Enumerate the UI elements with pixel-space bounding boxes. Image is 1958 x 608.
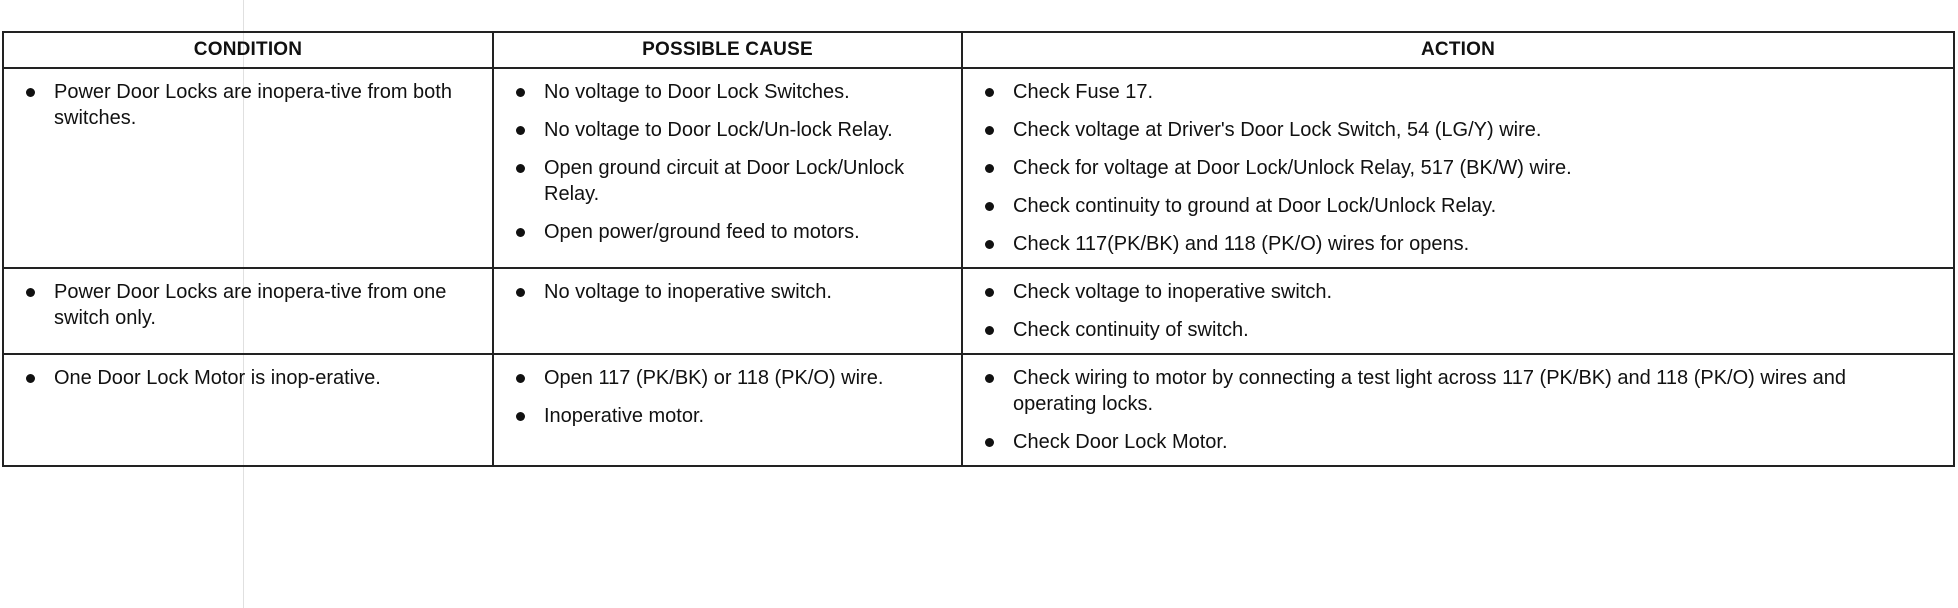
bullet-icon	[516, 374, 525, 383]
cause-text: Open power/ground feed to motors.	[544, 221, 860, 243]
cause-cell	[493, 68, 962, 268]
table-row	[3, 354, 1954, 466]
bullet-icon	[516, 126, 525, 135]
bullet-icon	[516, 412, 525, 421]
cause-text: No voltage to inoperative switch.	[544, 281, 832, 303]
action-item	[963, 279, 1943, 305]
condition-text: Power Door Locks are inopera-tive from both switches.	[54, 81, 452, 129]
cause-item	[494, 279, 951, 305]
action-text: Check continuity of switch.	[1013, 319, 1249, 341]
action-text: Check 117(PK/BK) and 118 (PK/O) wires for opens.	[1013, 233, 1470, 255]
cause-text: Inoperative motor.	[544, 405, 705, 427]
action-item	[963, 365, 1943, 417]
bullet-icon	[985, 240, 994, 249]
table-row	[3, 68, 1954, 268]
cause-cell	[493, 268, 962, 354]
bullet-icon	[985, 88, 994, 97]
bullet-icon	[26, 88, 35, 97]
condition-item	[4, 279, 482, 331]
action-item	[963, 317, 1943, 343]
bullet-icon	[985, 438, 994, 447]
action-item	[963, 429, 1943, 455]
bullet-icon	[26, 288, 35, 297]
header-row	[3, 32, 1954, 68]
bullet-icon	[516, 228, 525, 237]
action-item	[963, 155, 1943, 181]
cause-text: No voltage to Door Lock Switches.	[544, 81, 850, 103]
cause-item	[494, 117, 951, 143]
action-text: Check wiring to motor by connecting a test light across 117 (PK/BK) and 118 (PK/O) wires and operating locks.	[1013, 367, 1846, 415]
cause-text: Open 117 (PK/BK) or 118 (PK/O) wire.	[544, 367, 884, 389]
condition-item	[4, 365, 482, 391]
action-cell	[962, 268, 1954, 354]
bullet-icon	[516, 164, 525, 173]
action-text: Check Fuse 17.	[1013, 81, 1154, 103]
action-text: Check continuity to ground at Door Lock/Unlock Relay.	[1013, 195, 1497, 217]
condition-cell	[3, 268, 493, 354]
bullet-icon	[985, 126, 994, 135]
header-possible-cause: POSSIBLE CAUSE	[493, 32, 962, 68]
condition-text: One Door Lock Motor is inop-erative.	[54, 367, 381, 389]
action-text: Check voltage to inoperative switch.	[1013, 281, 1333, 303]
bullet-icon	[516, 288, 525, 297]
header-action: ACTION	[962, 32, 1954, 68]
condition-text: Power Door Locks are inopera-tive from one switch only.	[54, 281, 447, 329]
bullet-icon	[985, 326, 994, 335]
action-text: Check Door Lock Motor.	[1013, 431, 1228, 453]
cause-text: No voltage to Door Lock/Un-lock Relay.	[544, 119, 893, 141]
cause-item	[494, 155, 951, 207]
bullet-icon	[985, 202, 994, 211]
diagnosis-table	[2, 31, 1955, 467]
table-row	[3, 268, 1954, 354]
action-item	[963, 231, 1943, 257]
cause-item	[494, 403, 951, 429]
bullet-icon	[985, 288, 994, 297]
action-item	[963, 117, 1943, 143]
bullet-icon	[26, 374, 35, 383]
condition-cell	[3, 68, 493, 268]
action-cell	[962, 68, 1954, 268]
cause-text: Open ground circuit at Door Lock/Unlock Relay.	[544, 157, 905, 205]
cause-item	[494, 365, 951, 391]
header-condition: CONDITION	[3, 32, 493, 68]
action-text: Check for voltage at Door Lock/Unlock Relay, 517 (BK/W) wire.	[1013, 157, 1572, 179]
cause-item	[494, 219, 951, 245]
condition-item	[4, 79, 482, 131]
bullet-icon	[516, 88, 525, 97]
bullet-icon	[985, 164, 994, 173]
cause-item	[494, 79, 951, 105]
action-text: Check voltage at Driver's Door Lock Switch, 54 (LG/Y) wire.	[1013, 119, 1542, 141]
action-cell	[962, 354, 1954, 466]
cause-cell	[493, 354, 962, 466]
bullet-icon	[985, 374, 994, 383]
condition-cell	[3, 354, 493, 466]
action-item	[963, 79, 1943, 105]
action-item	[963, 193, 1943, 219]
